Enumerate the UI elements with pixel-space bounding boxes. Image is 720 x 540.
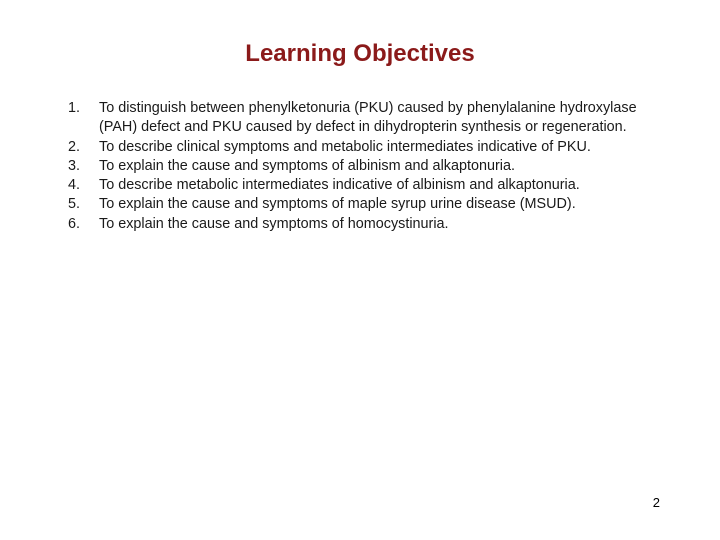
objective-item-5 [68,195,668,214]
objective-text: To explain the cause and symptoms of homocystinuria. [99,215,449,232]
objective-number: 3. [68,157,81,174]
objective-item-6 [68,215,668,234]
objective-text: To describe clinical symptoms and metabolic intermediates indicative of PKU. [99,138,591,155]
objective-number: 1. [68,100,81,116]
objective-item-1 [68,99,668,138]
objective-item-4 [68,176,668,195]
objective-text: To distinguish between phenylketonuria (PKU) caused by phenylalanine hydroxylase (PAH) defect and PKU caused by defect in dihydropterin synthesis or regeneration. [99,100,637,136]
objective-text: To explain the cause and symptoms of maple syrup urine disease (MSUD). [99,196,576,213]
slide-title: Learning Objectives [245,40,475,67]
objective-number: 6. [68,215,81,232]
objective-item-3 [68,157,668,176]
objective-number: 5. [68,196,81,213]
objective-item-2 [68,138,668,157]
objective-number: 2. [68,138,81,155]
objectives-list [68,99,668,234]
objective-number: 4. [68,177,81,194]
objective-text: To describe metabolic intermediates indicative of albinism and alkaptonuria. [99,177,580,194]
page-number: 2 [652,495,660,510]
objective-text: To explain the cause and symptoms of albinism and alkaptonuria. [99,157,515,174]
